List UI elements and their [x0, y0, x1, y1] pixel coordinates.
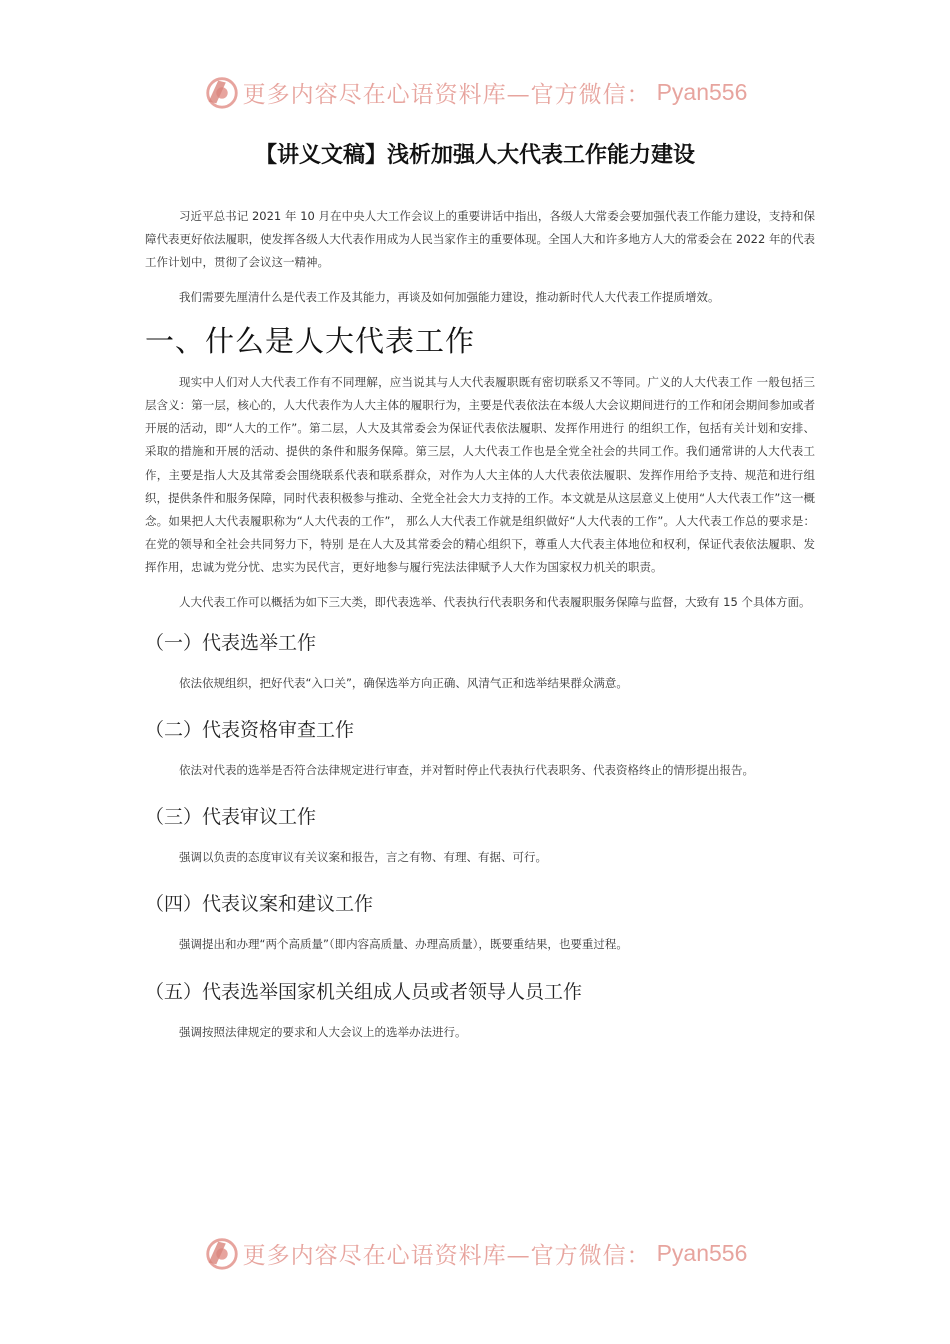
section-1-paragraph-2: 人大代表工作可以概括为如下三大类，即代表选举、代表执行代表职务和代表履职服务保障与监督，大致有 15 个具体方面。 — [179, 594, 811, 609]
subsection-5-text: 强调按照法律规定的要求和人大会议上的选举办法进行。 — [179, 1024, 467, 1039]
logo-icon — [203, 1234, 241, 1272]
intro-paragraph-1: 习近平总书记 2021 年 10 月在中央人大工作会议上的重要讲话中指出，各级人大常委会要加强代表工作能力建设，支持和保障代表更好依法履职，使发挥各级人大代表作用成为人民当家作主的重要体现。全国人大和许多地方人大的常委会在 2022 年的代表工作计划中，贯彻了会议这一精神。 — [145, 209, 815, 270]
subsection-3-heading: （三）代表审议工作 — [145, 806, 317, 829]
watermark-header — [0, 72, 950, 112]
intro-paragraph-2: 我们需要先厘清什么是代表工作及其能力，再谈及如何加强能力建设，推动新时代人大代表工作提质增效。 — [179, 289, 720, 304]
watermark-text: 更多内容尽在心语资料库—官方微信： — [242, 81, 651, 108]
subsection-1-heading: （一）代表选举工作 — [145, 631, 317, 654]
section-1-heading: 一、什么是人大代表工作 — [145, 323, 476, 358]
subsection-3-text: 强调以负责的态度审议有关议案和报告，言之有物、有理、有据、可行。 — [179, 850, 547, 865]
logo-icon — [203, 73, 241, 111]
watermark-wechat-id: Pyan556 — [656, 1239, 748, 1266]
subsection-2-text: 依法对代表的选举是否符合法律规定进行审查，并对暂时停止代表执行代表职务、代表资格终止的情形提出报告。 — [179, 763, 754, 778]
subsection-4-heading: （四）代表议案和建议工作 — [145, 893, 374, 916]
subsection-1-text: 依法依规组织，把好代表“入口关”，确保选举方向正确、风清气正和选举结果群众满意。 — [179, 675, 628, 690]
watermark-footer — [0, 1233, 950, 1273]
section-1-paragraph-1: 现实中人们对人大代表工作有不同理解，应当说其与人大代表履职既有密切联系又不等同。广义的人大代表工作 一般包括三层含义：第一层，核心的，人大代表作为人大主体的履职行为，主要是代表依法在本级人大会议期间进行的工作和闭会期间参加或者开展的活动，即“人大的工作”。第二层，人大及其常委会为保证代表依法履职、发挥作用进行 的组织工作，包括有关计划和安排、采取的措施和开展的活动、提供的条件和服务保障。第三层，人大代表工作也是全党全社会的共同工作。我们通常讲的人大代表工作，主要是指人大及其常委会围绕联系代表和联系群众，对作为人大主体的人大代表依法履职、发挥作用给予支持、规范和进行组织，提供条件和服务保障，同时代表积极参与推动、全党全社会大力支持的工作。本文就是从这层意义上使用“人大代表工作”这一概念。如果把人大代表履职称为“人大代表的工作”， 那么人大代表工作就是组织做好“人大代表的工作”。人大代表工作总的要求是：在党的领导和全社会共同努力下，特别 是在人大及其常委会的精心组织下，尊重人大代表主体地位和权利，保证代表依法履职、发挥作用，忠诚为党分忧、忠实为民代言，更好地参与履行宪法法律赋予人大作为国家权力机关的职责。 — [145, 374, 815, 575]
subsection-5-heading: （五）代表选举国家机关组成人员或者领导人员工作 — [145, 980, 583, 1003]
document-title: 【讲义文稿】浅析加强人大代表工作能力建设 — [254, 143, 695, 168]
subsection-4-text: 强调提出和办理“两个高质量”（即内容高质量、办理高质量），既要重结果，也要重过程。 — [179, 937, 628, 952]
watermark-wechat-id: Pyan556 — [656, 78, 748, 105]
watermark-text: 更多内容尽在心语资料库—官方微信： — [242, 1242, 651, 1269]
document-body — [145, 205, 815, 1044]
subsection-2-heading: （二）代表资格审查工作 — [145, 719, 355, 742]
